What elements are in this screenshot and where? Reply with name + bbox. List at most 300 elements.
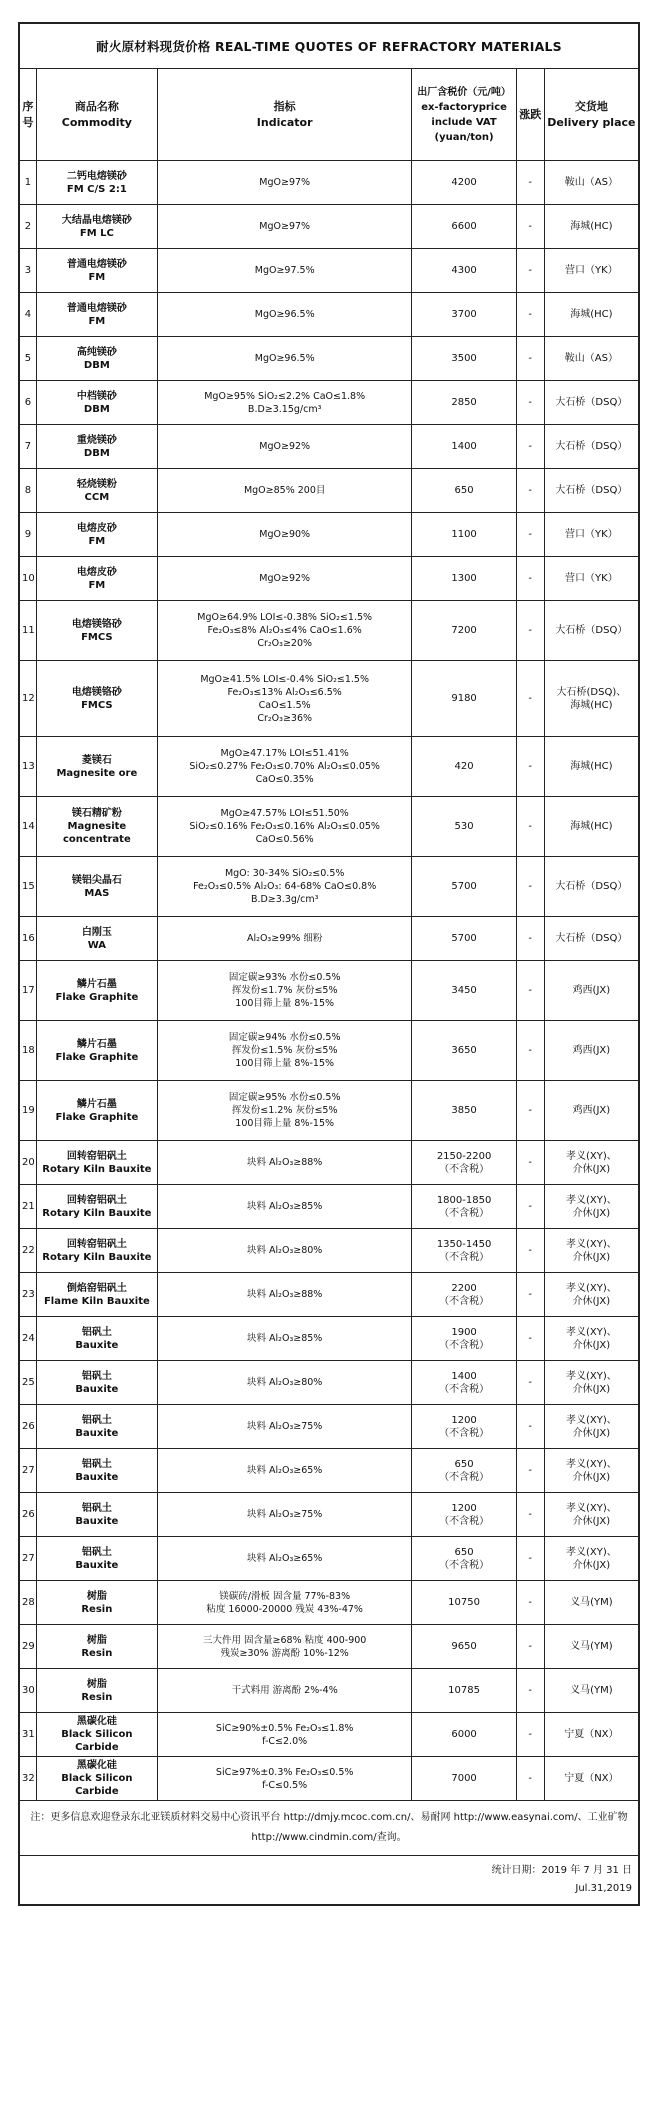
footnote: 注：更多信息欢迎登录东北亚镁质材料交易中心资讯平台 http://dmjy.mcoc.com.cn/、易耐网 http://www.easynai.com/、工业矿物 http://www.cindmin.com/查询。 bbox=[20, 1801, 639, 1856]
table-row bbox=[20, 1493, 639, 1537]
commodity-cell bbox=[36, 1141, 157, 1185]
commodity-cell bbox=[36, 737, 157, 797]
change-cell: - bbox=[516, 601, 544, 661]
price-cell bbox=[412, 1361, 516, 1405]
table-row bbox=[20, 205, 639, 249]
indicator-line: f-C≤2.0% bbox=[262, 1735, 308, 1747]
delivery-place-line: 孝义(XY)、 bbox=[565, 1282, 617, 1294]
indicator-cell bbox=[157, 1757, 412, 1801]
price-line: 9650 bbox=[451, 1641, 477, 1652]
delivery-place-cell bbox=[544, 1669, 638, 1713]
indicator-cell bbox=[157, 1229, 412, 1273]
commodity-cell bbox=[36, 513, 157, 557]
table-row bbox=[20, 1449, 639, 1493]
price-cell bbox=[412, 1669, 516, 1713]
commodity-name-cn: 电熔皮砂 bbox=[76, 522, 117, 534]
commodity-cell bbox=[36, 557, 157, 601]
change-cell: - bbox=[516, 469, 544, 513]
commodity-name-en: Bauxite bbox=[75, 1515, 119, 1527]
delivery-place-line: 介休(JX) bbox=[572, 1207, 611, 1219]
commodity-name-en: FM bbox=[88, 535, 106, 547]
price-line: 420 bbox=[454, 761, 474, 772]
commodity-name-en: FMCS bbox=[81, 631, 113, 643]
commodity-name-cn: 回转窑铝矾土 bbox=[66, 1194, 127, 1206]
delivery-place-cell bbox=[544, 857, 638, 917]
indicator-line: 块料 Al₂O₃≥88% bbox=[247, 1157, 323, 1168]
price-cell bbox=[412, 557, 516, 601]
commodity-name-cn: 铝矾土 bbox=[81, 1370, 112, 1382]
table-row bbox=[20, 381, 639, 425]
price-cell bbox=[412, 1757, 516, 1801]
price-line: 2150-2200 bbox=[436, 1150, 492, 1162]
price-line: （不含税） bbox=[439, 1383, 490, 1395]
indicator-line: 固定碳≥95% 水份≤0.5% bbox=[228, 1092, 341, 1103]
commodity-name-cn: 树脂 bbox=[86, 1634, 107, 1646]
header-place: 交货地 Delivery place bbox=[544, 69, 638, 161]
table-row bbox=[20, 1537, 639, 1581]
delivery-place-cell bbox=[544, 513, 638, 557]
price-line: 3450 bbox=[451, 985, 477, 996]
delivery-place-line: 鸡西(JX) bbox=[572, 1045, 611, 1056]
table-row bbox=[20, 557, 639, 601]
price-line: 6600 bbox=[451, 221, 477, 232]
commodity-name-en: Rotary Kiln Bauxite bbox=[42, 1207, 152, 1219]
indicator-cell bbox=[157, 513, 412, 557]
delivery-place-line: 大石桥（DSQ） bbox=[555, 933, 628, 944]
delivery-place-cell bbox=[544, 205, 638, 249]
commodity-name-en: Black Silicon Carbide bbox=[61, 1729, 133, 1753]
indicator-line: MgO≥97.5% bbox=[254, 265, 315, 276]
row-number: 26 bbox=[20, 1405, 37, 1449]
delivery-place-cell bbox=[544, 917, 638, 961]
change-cell: - bbox=[516, 1757, 544, 1801]
delivery-place-line: 介休(JX) bbox=[572, 1471, 611, 1483]
commodity-name-en: Black Silicon Carbide bbox=[61, 1773, 133, 1797]
change-cell: - bbox=[516, 1361, 544, 1405]
indicator-line: 100目筛上量 8%-15% bbox=[235, 998, 335, 1009]
commodity-name-en: Magnesite concentrate bbox=[62, 821, 131, 845]
commodity-cell bbox=[36, 1317, 157, 1361]
commodity-name-en: CCM bbox=[84, 491, 110, 503]
row-number: 4 bbox=[20, 293, 37, 337]
indicator-line: 块料 Al₂O₃≥65% bbox=[247, 1553, 323, 1564]
delivery-place-cell bbox=[544, 1141, 638, 1185]
row-number: 28 bbox=[20, 1581, 37, 1625]
change-cell: - bbox=[516, 1405, 544, 1449]
commodity-cell bbox=[36, 381, 157, 425]
delivery-place-line: 海城(HC) bbox=[570, 699, 613, 711]
delivery-place-line: 孝义(XY)、 bbox=[565, 1326, 617, 1338]
indicator-line: 100目筛上量 8%-15% bbox=[235, 1118, 335, 1129]
delivery-place-line: 介休(JX) bbox=[572, 1559, 611, 1571]
indicator-line: MgO≥95% SiO₂≤2.2% CaO≤1.8% bbox=[204, 390, 366, 402]
change-cell: - bbox=[516, 513, 544, 557]
row-number: 27 bbox=[20, 1449, 37, 1493]
header-change: 涨跌 bbox=[516, 69, 544, 161]
table-row bbox=[20, 1081, 639, 1141]
row-number: 15 bbox=[20, 857, 37, 917]
indicator-line: MgO≥92% bbox=[259, 441, 311, 452]
indicator-line: 块料 Al₂O₃≥85% bbox=[247, 1201, 323, 1212]
table-row bbox=[20, 1625, 639, 1669]
price-cell bbox=[412, 1581, 516, 1625]
delivery-place-cell bbox=[544, 293, 638, 337]
indicator-cell bbox=[157, 205, 412, 249]
indicator-cell bbox=[157, 1185, 412, 1229]
commodity-name-cn: 树脂 bbox=[86, 1678, 107, 1690]
indicator-cell bbox=[157, 601, 412, 661]
commodity-name-en: Resin bbox=[81, 1603, 113, 1615]
indicator-line: MgO≥96.5% bbox=[254, 353, 315, 364]
price-line: 4200 bbox=[451, 177, 477, 188]
indicator-cell bbox=[157, 1273, 412, 1317]
table-row bbox=[20, 1317, 639, 1361]
delivery-place-cell bbox=[544, 1021, 638, 1081]
commodity-name-cn: 铝矾土 bbox=[81, 1414, 112, 1426]
commodity-name-en: Bauxite bbox=[75, 1427, 119, 1439]
commodity-name-cn: 普通电熔镁砂 bbox=[66, 258, 127, 270]
price-line: 3850 bbox=[451, 1105, 477, 1116]
table-row bbox=[20, 161, 639, 205]
delivery-place-line: 孝义(XY)、 bbox=[565, 1458, 617, 1470]
commodity-name-en: Flake Graphite bbox=[55, 991, 139, 1003]
change-cell: - bbox=[516, 337, 544, 381]
price-line: 1800-1850 bbox=[436, 1194, 492, 1206]
commodity-cell bbox=[36, 1493, 157, 1537]
change-cell: - bbox=[516, 961, 544, 1021]
price-cell bbox=[412, 293, 516, 337]
price-line: 650 bbox=[454, 1546, 474, 1558]
delivery-place-cell bbox=[544, 1229, 638, 1273]
indicator-cell bbox=[157, 381, 412, 425]
table-row bbox=[20, 293, 639, 337]
commodity-name-en: Flame Kiln Bauxite bbox=[43, 1295, 150, 1307]
delivery-place-line: 孝义(XY)、 bbox=[565, 1150, 617, 1162]
price-cell bbox=[412, 857, 516, 917]
indicator-cell bbox=[157, 917, 412, 961]
indicator-line: Fe₂O₃≤0.5% Al₂O₃: 64-68% CaO≤0.8% bbox=[193, 881, 377, 892]
delivery-place-cell bbox=[544, 601, 638, 661]
delivery-place-line: 大石桥（DSQ） bbox=[555, 441, 628, 452]
indicator-line: 块料 Al₂O₃≥75% bbox=[247, 1509, 323, 1520]
row-number: 14 bbox=[20, 797, 37, 857]
change-cell: - bbox=[516, 737, 544, 797]
commodity-cell bbox=[36, 161, 157, 205]
indicator-cell bbox=[157, 293, 412, 337]
table-row bbox=[20, 961, 639, 1021]
delivery-place-line: 海城(HC) bbox=[570, 221, 613, 232]
price-line: （不含税） bbox=[439, 1339, 490, 1351]
price-line: 3650 bbox=[451, 1045, 477, 1056]
delivery-place-cell bbox=[544, 1493, 638, 1537]
price-cell bbox=[412, 1317, 516, 1361]
commodity-name-en: DBM bbox=[83, 359, 110, 371]
indicator-cell bbox=[157, 425, 412, 469]
row-number: 32 bbox=[20, 1757, 37, 1801]
change-cell: - bbox=[516, 1625, 544, 1669]
commodity-name-cn: 铝矾土 bbox=[81, 1502, 112, 1514]
commodity-cell bbox=[36, 469, 157, 513]
change-cell: - bbox=[516, 161, 544, 205]
price-line: 5700 bbox=[451, 933, 477, 944]
price-cell bbox=[412, 249, 516, 293]
commodity-cell bbox=[36, 249, 157, 293]
delivery-place-line: 鸡西(JX) bbox=[572, 1105, 611, 1116]
indicator-line: Fe₂O₃≤13% Al₂O₃≤6.5% bbox=[227, 686, 342, 698]
indicator-cell bbox=[157, 1021, 412, 1081]
commodity-cell bbox=[36, 1625, 157, 1669]
indicator-line: 挥发份≤1.2% 灰份≤5% bbox=[231, 1105, 338, 1116]
row-number: 22 bbox=[20, 1229, 37, 1273]
indicator-cell bbox=[157, 1361, 412, 1405]
indicator-line: 干式料用 游离酚 2%-4% bbox=[231, 1685, 338, 1696]
delivery-place-line: 营口（YK） bbox=[565, 573, 618, 584]
delivery-place-line: 大石桥（DSQ） bbox=[555, 881, 628, 892]
delivery-place-cell bbox=[544, 381, 638, 425]
indicator-cell bbox=[157, 1493, 412, 1537]
indicator-line: Cr₂O₃≥20% bbox=[257, 638, 313, 649]
table-row bbox=[20, 661, 639, 737]
price-line: 2200 bbox=[451, 1282, 477, 1294]
delivery-place-cell bbox=[544, 797, 638, 857]
commodity-cell bbox=[36, 961, 157, 1021]
price-cell bbox=[412, 1713, 516, 1757]
indicator-line: MgO≥96.5% bbox=[254, 309, 315, 320]
commodity-cell bbox=[36, 917, 157, 961]
row-number: 1 bbox=[20, 161, 37, 205]
commodity-name-cn: 普通电熔镁砂 bbox=[66, 302, 127, 314]
indicator-line: 挥发份≤1.7% 灰份≤5% bbox=[231, 985, 338, 996]
change-cell: - bbox=[516, 1185, 544, 1229]
delivery-place-line: 鞍山（AS） bbox=[564, 177, 618, 188]
delivery-place-cell bbox=[544, 1625, 638, 1669]
delivery-place-line: 孝义(XY)、 bbox=[565, 1502, 617, 1514]
indicator-line: MgO≥85% 200目 bbox=[243, 485, 326, 496]
price-line: 1200 bbox=[451, 1502, 477, 1514]
delivery-place-line: 孝义(XY)、 bbox=[565, 1546, 617, 1558]
commodity-name-cn: 倒焰窑铝矾土 bbox=[66, 1282, 127, 1294]
commodity-cell bbox=[36, 293, 157, 337]
commodity-name-en: Resin bbox=[81, 1691, 113, 1703]
price-cell bbox=[412, 917, 516, 961]
header-row bbox=[20, 69, 639, 161]
delivery-place-cell bbox=[544, 1185, 638, 1229]
delivery-place-line: 介休(JX) bbox=[572, 1163, 611, 1175]
indicator-line: 块料 Al₂O₃≥80% bbox=[247, 1377, 323, 1388]
stat-date-cn: 统计日期：2019 年 7 月 31 日 bbox=[491, 1865, 632, 1876]
change-cell: - bbox=[516, 1317, 544, 1361]
commodity-name-cn: 镁石精矿粉 bbox=[71, 808, 122, 819]
indicator-cell bbox=[157, 337, 412, 381]
commodity-name-cn: 回转窑铝矾土 bbox=[66, 1150, 127, 1162]
delivery-place-cell bbox=[544, 1449, 638, 1493]
delivery-place-cell bbox=[544, 249, 638, 293]
delivery-place-line: 宁夏（NX） bbox=[564, 1773, 619, 1784]
change-cell: - bbox=[516, 1537, 544, 1581]
price-line: 7200 bbox=[451, 625, 477, 636]
indicator-line: MgO≥64.9% LOI≤-0.38% SiO₂≤1.5% bbox=[197, 612, 373, 623]
price-cell bbox=[412, 1537, 516, 1581]
commodity-cell bbox=[36, 1081, 157, 1141]
change-cell: - bbox=[516, 249, 544, 293]
indicator-line: 挥发份≤1.5% 灰份≤5% bbox=[231, 1045, 338, 1056]
delivery-place-line: 义马(YM) bbox=[570, 1685, 613, 1696]
price-cell bbox=[412, 1021, 516, 1081]
delivery-place-cell bbox=[544, 1713, 638, 1757]
indicator-line: MgO: 30-34% SiO₂≤0.5% bbox=[224, 868, 345, 879]
price-line: （不含税） bbox=[439, 1559, 490, 1571]
commodity-name-cn: 回转窑铝矾土 bbox=[66, 1238, 127, 1250]
indicator-line: SiC≥90%±0.5% Fe₂O₃≤1.8% bbox=[215, 1722, 354, 1734]
commodity-cell bbox=[36, 1185, 157, 1229]
price-line: （不含税） bbox=[439, 1163, 490, 1175]
price-cell bbox=[412, 1273, 516, 1317]
price-line: （不含税） bbox=[439, 1251, 490, 1263]
indicator-line: MgO≥90% bbox=[259, 529, 311, 540]
commodity-name-en: WA bbox=[87, 939, 107, 951]
commodity-name-en: Bauxite bbox=[75, 1559, 119, 1571]
indicator-line: B.D≥3.15g/cm³ bbox=[247, 403, 322, 415]
table-row bbox=[20, 469, 639, 513]
delivery-place-cell bbox=[544, 161, 638, 205]
indicator-line: CaO≤0.35% bbox=[255, 774, 314, 785]
price-line: 10785 bbox=[448, 1685, 480, 1696]
commodity-name-cn: 二钙电熔镁砂 bbox=[66, 170, 127, 182]
price-cell bbox=[412, 961, 516, 1021]
price-line: 1200 bbox=[451, 1414, 477, 1426]
delivery-place-line: 海城(HC) bbox=[570, 821, 613, 832]
commodity-name-cn: 白刚玉 bbox=[81, 926, 112, 938]
commodity-name-en: Magnesite ore bbox=[56, 767, 138, 779]
price-cell bbox=[412, 1625, 516, 1669]
commodity-name-en: FM bbox=[88, 315, 106, 327]
table-row bbox=[20, 1229, 639, 1273]
delivery-place-cell bbox=[544, 1317, 638, 1361]
change-cell: - bbox=[516, 1229, 544, 1273]
price-cell bbox=[412, 661, 516, 737]
indicator-line: Fe₂O₃≤8% Al₂O₃≤4% CaO≤1.6% bbox=[207, 625, 362, 636]
commodity-cell bbox=[36, 1713, 157, 1757]
commodity-cell bbox=[36, 1757, 157, 1801]
commodity-cell bbox=[36, 1405, 157, 1449]
indicator-cell bbox=[157, 1081, 412, 1141]
price-line: 5700 bbox=[451, 881, 477, 892]
price-line: 9180 bbox=[451, 693, 477, 704]
stat-date-en: Jul.31,2019 bbox=[575, 1883, 632, 1894]
indicator-line: MgO≥47.57% LOI≤51.50% bbox=[220, 808, 349, 819]
commodity-name-cn: 鳞片石墨 bbox=[76, 1038, 117, 1050]
price-line: （不含税） bbox=[439, 1515, 490, 1527]
quotes-table bbox=[19, 23, 639, 1905]
row-number: 26 bbox=[20, 1493, 37, 1537]
indicator-line: SiO₂≤0.27% Fe₂O₃≤0.70% Al₂O₃≤0.05% bbox=[189, 761, 380, 772]
table-row bbox=[20, 1757, 639, 1801]
header-commodity: 商品名称 Commodity bbox=[36, 69, 157, 161]
delivery-place-line: 介休(JX) bbox=[572, 1295, 611, 1307]
commodity-name-cn: 菱镁石 bbox=[81, 754, 112, 766]
row-number: 2 bbox=[20, 205, 37, 249]
price-line: 2850 bbox=[451, 397, 477, 408]
price-cell bbox=[412, 1493, 516, 1537]
commodity-name-en: FM bbox=[88, 271, 106, 283]
stat-date bbox=[20, 1856, 639, 1905]
commodity-name-en: Flake Graphite bbox=[55, 1111, 139, 1123]
delivery-place-cell bbox=[544, 1537, 638, 1581]
commodity-name-en: Flake Graphite bbox=[55, 1051, 139, 1063]
row-number: 30 bbox=[20, 1669, 37, 1713]
indicator-cell bbox=[157, 1669, 412, 1713]
price-line: 1300 bbox=[451, 573, 477, 584]
indicator-line: SiO₂≤0.16% Fe₂O₃≤0.16% Al₂O₃≤0.05% bbox=[189, 821, 380, 832]
delivery-place-line: 海城(HC) bbox=[570, 761, 613, 772]
price-cell bbox=[412, 337, 516, 381]
change-cell: - bbox=[516, 1021, 544, 1081]
table-row bbox=[20, 1021, 639, 1081]
delivery-place-line: 义马(YM) bbox=[570, 1597, 613, 1608]
indicator-line: SiC≥97%±0.3% Fe₂O₃≤0.5% bbox=[215, 1766, 354, 1778]
price-cell bbox=[412, 161, 516, 205]
indicator-line: MgO≥41.5% LOI≤-0.4% SiO₂≤1.5% bbox=[200, 673, 370, 685]
table-row bbox=[20, 797, 639, 857]
table-row bbox=[20, 1669, 639, 1713]
indicator-line: 块料 Al₂O₃≥80% bbox=[247, 1245, 323, 1256]
commodity-name-en: Bauxite bbox=[75, 1339, 119, 1351]
row-number: 9 bbox=[20, 513, 37, 557]
table-row bbox=[20, 1141, 639, 1185]
row-number: 5 bbox=[20, 337, 37, 381]
table-row bbox=[20, 1713, 639, 1757]
indicator-line: 三大件用 固含量≥68% 粘度 400-900 bbox=[203, 1634, 367, 1646]
delivery-place-line: 介休(JX) bbox=[572, 1515, 611, 1527]
change-cell: - bbox=[516, 425, 544, 469]
indicator-line: 块料 Al₂O₃≥88% bbox=[247, 1289, 323, 1300]
table-title: 耐火原材料现货价格 REAL-TIME QUOTES OF REFRACTORY MATERIALS bbox=[20, 24, 639, 69]
delivery-place-cell bbox=[544, 1405, 638, 1449]
indicator-line: 块料 Al₂O₃≥75% bbox=[247, 1421, 323, 1432]
commodity-name-en: DBM bbox=[83, 403, 110, 415]
table-row bbox=[20, 857, 639, 917]
price-cell bbox=[412, 469, 516, 513]
delivery-place-cell bbox=[544, 1081, 638, 1141]
change-cell: - bbox=[516, 1669, 544, 1713]
price-line: 6000 bbox=[451, 1729, 477, 1740]
row-number: 8 bbox=[20, 469, 37, 513]
delivery-place-line: 宁夏（NX） bbox=[564, 1729, 619, 1740]
commodity-name-cn: 铝矾土 bbox=[81, 1546, 112, 1558]
price-line: 530 bbox=[454, 821, 474, 832]
row-number: 31 bbox=[20, 1713, 37, 1757]
price-line: 3500 bbox=[451, 353, 477, 364]
table-row bbox=[20, 513, 639, 557]
indicator-line: CaO≤0.56% bbox=[255, 834, 314, 845]
commodity-name-en: FM C/S 2:1 bbox=[66, 183, 127, 195]
indicator-cell bbox=[157, 1625, 412, 1669]
indicator-cell bbox=[157, 1141, 412, 1185]
indicator-line: MgO≥97% bbox=[259, 221, 311, 232]
delivery-place-line: 营口（YK） bbox=[565, 265, 618, 276]
commodity-name-cn: 树脂 bbox=[86, 1590, 107, 1602]
indicator-line: 残炭≥30% 游离酚 10%-12% bbox=[220, 1647, 349, 1659]
row-number: 10 bbox=[20, 557, 37, 601]
commodity-cell bbox=[36, 425, 157, 469]
table-row bbox=[20, 337, 639, 381]
indicator-cell bbox=[157, 1317, 412, 1361]
indicator-line: 粘度 16000-20000 残炭 43%-47% bbox=[206, 1603, 363, 1615]
indicator-cell bbox=[157, 1581, 412, 1625]
indicator-cell bbox=[157, 557, 412, 601]
delivery-place-cell bbox=[544, 737, 638, 797]
change-cell: - bbox=[516, 205, 544, 249]
